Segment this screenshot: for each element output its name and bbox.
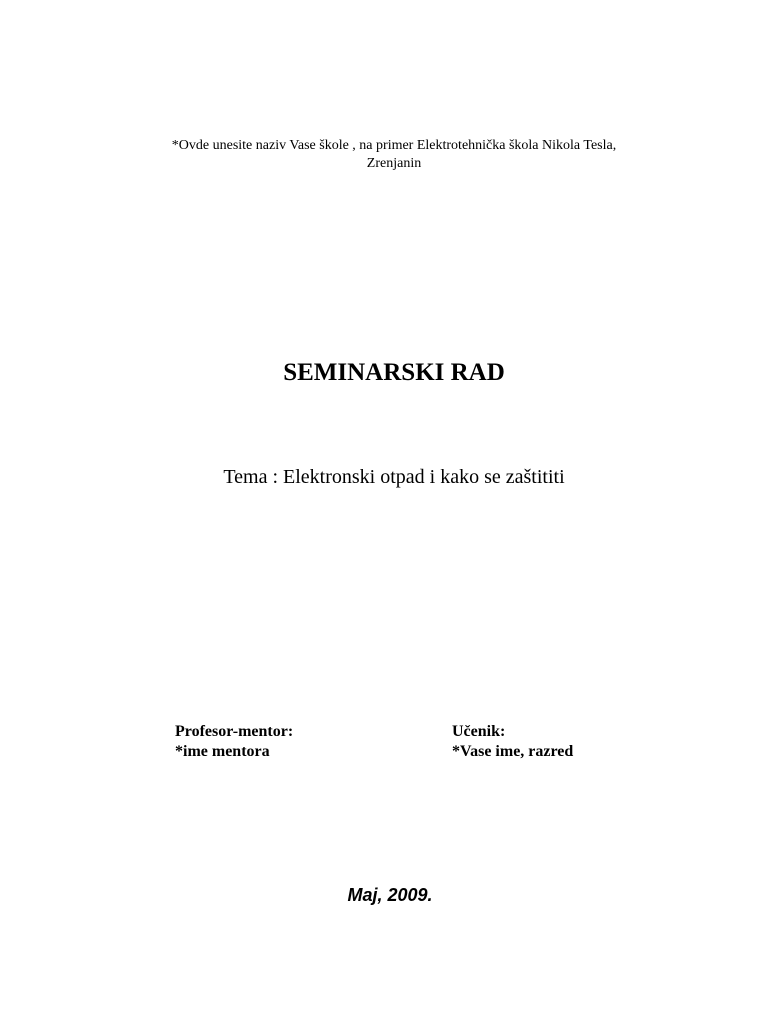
student-label: Učenik:: [452, 723, 506, 740]
school-name-line-2: Zrenjanin: [366, 156, 422, 171]
school-name-line-1: *Ovde unesite naziv Vase škole , na primer Elektrotehnička škola Nikola Tesla,: [171, 138, 617, 153]
document-topic: Tema : Elektronski otpad i kako se zaštititi: [223, 466, 565, 488]
school-name: [0, 137, 768, 173]
mentor-block: [175, 722, 293, 762]
document-title: SEMINARSKI RAD: [283, 359, 505, 386]
mentor-label: Profesor-mentor:: [175, 723, 294, 740]
document-date: Maj, 2009.: [347, 885, 433, 905]
mentor-name: *ime mentora: [175, 743, 270, 760]
student-block: [452, 722, 573, 762]
student-name: *Vase ime, razred: [452, 743, 574, 760]
